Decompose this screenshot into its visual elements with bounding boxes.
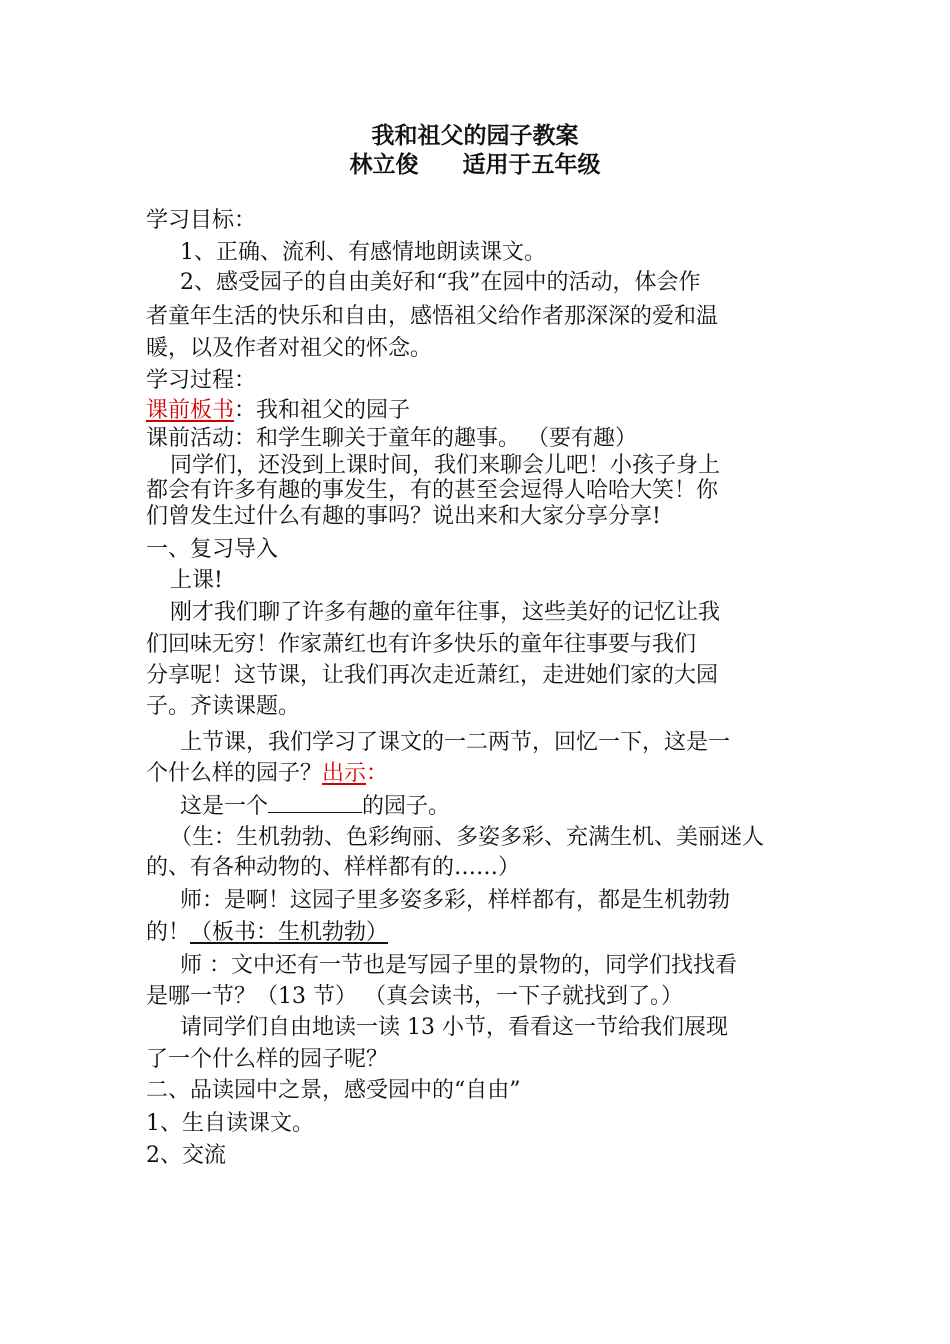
teacher2-line-1: 师 ：文中还有一节也是写园子里的景物的，同学们找找看 [180, 953, 737, 978]
section-2-heading: 二、品读园中之景，感受园中的“自由” [146, 1078, 521, 1103]
show-label: 出示 [322, 761, 367, 786]
talk-line-3: 们曾发生过什么有趣的事吗？说出来和大家分享分享! [146, 504, 661, 529]
teacher2-line-2: 是哪一节？（13 节） （真会读书，一下子就找到了。） [146, 984, 683, 1009]
teacher-line-2 [146, 918, 402, 948]
goal-1: 1、正确、流利、有感情地朗读课文。 [180, 240, 546, 265]
step-1: 1、生自读课文。 [146, 1111, 314, 1136]
document-subtitle [0, 150, 950, 180]
process-heading: 学习过程： [146, 368, 257, 393]
teacher-line-2-text: 的！ [146, 920, 191, 945]
goal-2-line-3: 暖，以及作者对祖父的怀念。 [146, 336, 433, 361]
student-answer-line-1: （生：生机勃勃、色彩绚丽、多姿多彩、充满生机、美丽迷人 [170, 825, 765, 850]
goals-heading: 学习目标： [146, 208, 257, 233]
goal-2-line-1: 2、感受园子的自由美好和“我”在园中的活动，体会作 [180, 270, 701, 295]
intro-line-3: 分享呢！这节课，让我们再次走近萧红，走进她们家的大园 [146, 663, 719, 688]
student-answer-line-2: 的、有各种动物的、样样都有的……） [146, 855, 521, 880]
review-line-2 [146, 759, 388, 789]
fill-blank-sentence [180, 792, 450, 822]
review-line-1: 上节课，我们学习了课文的一二两节，回忆一下，这是一 [180, 730, 731, 755]
pre-class-activity: 课前活动：和学生聊关于童年的趣事。 （要有趣） [146, 426, 637, 451]
board-line [146, 396, 410, 426]
intro-line-4: 子。齐读课题。 [146, 694, 301, 719]
review-question: 个什么样的园子？ [146, 761, 323, 786]
show-colon: ： [366, 761, 389, 786]
author-name: 林立俊 [349, 151, 419, 178]
read-line-1: 请同学们自由地读一读 13 小节，看看这一节给我们展现 [180, 1015, 728, 1040]
board-text: ：我和祖父的园子 [234, 398, 411, 423]
step-2: 2、交流 [146, 1143, 226, 1168]
grade-level: 适用于五年级 [462, 151, 601, 178]
class-start: 上课! [170, 568, 223, 593]
section-1-heading: 一、复习导入 [146, 537, 279, 562]
goal-2-line-2: 者童年生活的快乐和自由，感悟祖父给作者那深深的爱和温 [146, 304, 719, 329]
intro-line-2: 们回味无穷！作家萧红也有许多快乐的童年往事要与我们 [146, 632, 697, 657]
fill-suffix: 的园子。 [362, 794, 451, 819]
fill-prefix: 这是一个 [180, 794, 269, 819]
board-label: 课前板书 [146, 398, 235, 423]
fill-blank [268, 792, 362, 813]
board-note: （板书：生机勃勃） [190, 920, 389, 945]
intro-line-1: 刚才我们聊了许多有趣的童年往事，这些美好的记忆让我 [170, 600, 721, 625]
teacher-line-1: 师：是啊！这园子里多姿多彩，样样都有，都是生机勃勃 [180, 888, 731, 913]
talk-line-1: 同学们，还没到上课时间，我们来聊会儿吧！小孩子身上 [170, 453, 721, 478]
read-line-2: 了一个什么样的园子呢？ [146, 1047, 389, 1072]
talk-line-2: 都会有许多有趣的事发生，有的甚至会逗得人哈哈大笑！你 [146, 478, 719, 503]
document-title: 我和祖父的园子教案 [371, 122, 579, 149]
